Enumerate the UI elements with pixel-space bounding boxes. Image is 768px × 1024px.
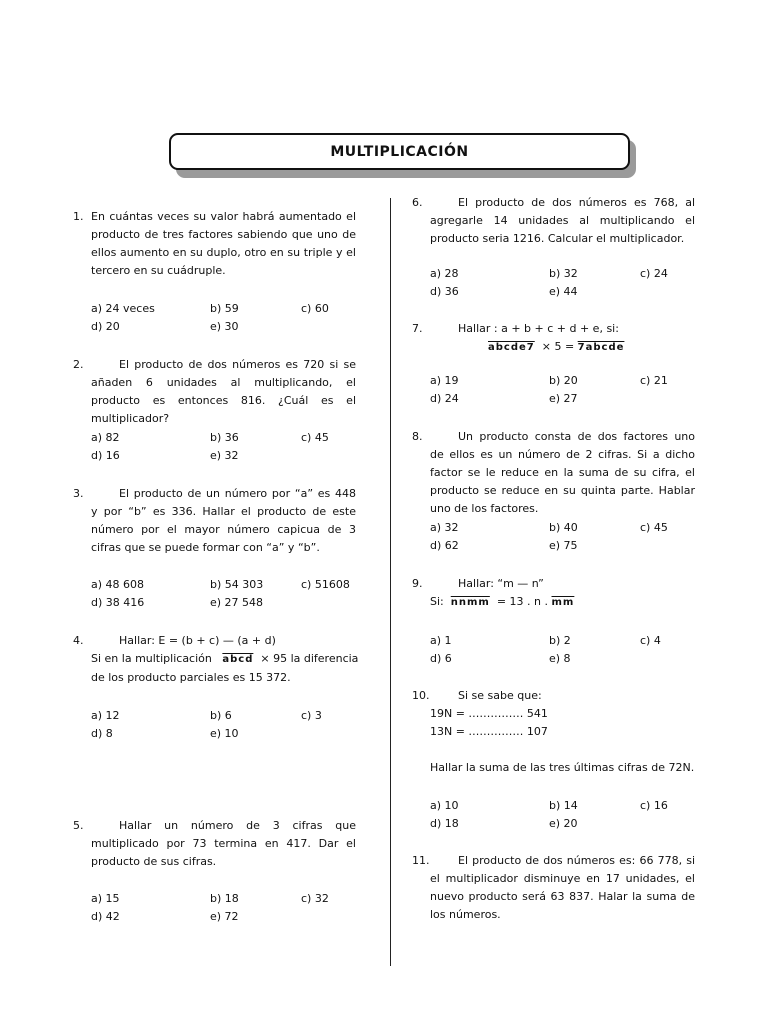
question-3 bbox=[73, 485, 356, 557]
question-line: Si se sabe que: bbox=[458, 689, 542, 702]
option: b) 20 bbox=[549, 374, 578, 387]
overlined-number: 7abcde bbox=[577, 342, 625, 353]
option: b) 18 bbox=[210, 892, 239, 905]
option: a) 82 bbox=[91, 431, 120, 444]
option: b) 59 bbox=[210, 302, 239, 315]
option: b) 6 bbox=[210, 709, 232, 722]
question-3-options bbox=[73, 576, 356, 612]
option: e) 44 bbox=[549, 285, 578, 298]
question-text: El producto de dos números es 768, al agregarle 14 unidades al multiplicando el producto seria 1216. Calcular el multiplicador. bbox=[430, 196, 695, 245]
option: d) 38 416 bbox=[91, 596, 145, 609]
option: c) 32 bbox=[301, 892, 329, 905]
question-number: 6. bbox=[412, 196, 423, 209]
question-2 bbox=[73, 356, 356, 428]
question-5-options bbox=[73, 890, 356, 926]
option: e) 20 bbox=[549, 817, 578, 830]
question-1-options bbox=[73, 300, 356, 336]
option: a) 28 bbox=[430, 267, 459, 280]
option: d) 16 bbox=[91, 449, 120, 462]
equation-mid: = 13 . n . bbox=[496, 595, 548, 608]
option: c) 51608 bbox=[301, 578, 350, 591]
question-7 bbox=[412, 320, 695, 357]
question-11 bbox=[412, 852, 695, 924]
question-line: Hallar la suma de las tres últimas cifras de 72N. bbox=[430, 761, 695, 774]
option: b) 2 bbox=[549, 634, 571, 647]
option: e) 30 bbox=[210, 320, 239, 333]
question-2-options bbox=[73, 429, 356, 465]
option: c) 4 bbox=[640, 634, 661, 647]
question-text: Un producto consta de dos factores uno de ellos es un número de 2 cifras. Si a dicho factor se le reduce en la suma de su cifra, el producto se reduce en su quinta parte. Hablar uno de los factores. bbox=[430, 430, 695, 515]
option: e) 32 bbox=[210, 449, 239, 462]
question-4 bbox=[73, 632, 359, 687]
question-line: Hallar : a + b + c + d + e, si: bbox=[458, 322, 619, 335]
question-text: El producto de dos números es: 66 778, si el multiplicador disminuye en 17 unidades, el nuevo producto será 63 837. Halar la suma de los números. bbox=[430, 854, 695, 921]
option: c) 24 bbox=[640, 267, 668, 280]
question-8 bbox=[412, 428, 695, 518]
option: e) 27 bbox=[549, 392, 578, 405]
si-label: Si: bbox=[430, 595, 444, 608]
option: a) 10 bbox=[430, 799, 459, 812]
question-4-options bbox=[73, 707, 356, 743]
option: a) 19 bbox=[430, 374, 459, 387]
option: d) 6 bbox=[430, 652, 452, 665]
question-text: El producto de dos números es 720 si se añaden 6 unidades al multiplicando, el producto es entonces 816. ¿Cuál es el multiplicador? bbox=[91, 358, 356, 425]
question-9 bbox=[412, 575, 695, 612]
option: d) 36 bbox=[430, 285, 459, 298]
option: d) 18 bbox=[430, 817, 459, 830]
overlined-number: abcde7 bbox=[488, 342, 535, 353]
option: c) 3 bbox=[301, 709, 322, 722]
question-5 bbox=[73, 817, 356, 871]
option: d) 24 bbox=[430, 392, 459, 405]
question-number: 3. bbox=[73, 487, 84, 500]
question-text: El producto de un número por “a” es 448 y por “b” es 336. Hallar el producto de este número por el mayor número capicua de 3 cifras que se puede formar con “a” y “b”. bbox=[91, 487, 356, 554]
option: d) 20 bbox=[91, 320, 120, 333]
question-number: 2. bbox=[73, 358, 84, 371]
question-9-options bbox=[412, 632, 695, 668]
option: c) 60 bbox=[301, 302, 329, 315]
question-7-options bbox=[412, 372, 695, 408]
question-10-options bbox=[412, 797, 695, 833]
option: c) 45 bbox=[640, 521, 668, 534]
option: a) 24 veces bbox=[91, 302, 155, 315]
equation bbox=[430, 593, 695, 612]
option: c) 45 bbox=[301, 431, 329, 444]
option: d) 8 bbox=[91, 727, 113, 740]
equation-mid: × 5 = bbox=[541, 340, 575, 353]
question-number: 10. bbox=[412, 689, 430, 702]
question-number: 11. bbox=[412, 854, 430, 867]
equation bbox=[430, 338, 695, 357]
page-title: MULTIPLICACIÓN bbox=[330, 143, 469, 160]
question-6-options bbox=[412, 265, 695, 301]
option: b) 32 bbox=[549, 267, 578, 280]
line-post: × 95 la diferencia bbox=[260, 652, 359, 665]
question-line: Hallar: “m — n” bbox=[458, 577, 544, 590]
option: e) 72 bbox=[210, 910, 239, 923]
question-line bbox=[91, 650, 359, 669]
question-line: 19N = …………… 541 bbox=[430, 707, 548, 720]
overlined-number: nnmm bbox=[450, 597, 490, 608]
column-divider bbox=[390, 198, 391, 966]
question-number: 8. bbox=[412, 430, 423, 443]
question-line: 13N = …………… 107 bbox=[430, 725, 548, 738]
option: b) 40 bbox=[549, 521, 578, 534]
overlined-number: abcd bbox=[222, 654, 254, 665]
question-number: 5. bbox=[73, 819, 84, 832]
option: a) 32 bbox=[430, 521, 459, 534]
option: e) 8 bbox=[549, 652, 571, 665]
option: d) 42 bbox=[91, 910, 120, 923]
option: b) 14 bbox=[549, 799, 578, 812]
option: a) 12 bbox=[91, 709, 120, 722]
option: a) 1 bbox=[430, 634, 452, 647]
option: e) 27 548 bbox=[210, 596, 264, 609]
question-text: Hallar un número de 3 cifras que multiplicado por 73 termina en 417. Dar el producto de sus cifras. bbox=[91, 819, 356, 868]
option: a) 48 608 bbox=[91, 578, 145, 591]
option: d) 62 bbox=[430, 539, 459, 552]
question-number: 7. bbox=[412, 322, 423, 335]
question-10 bbox=[412, 687, 695, 777]
line-pre: Si en la multiplicación bbox=[91, 652, 212, 665]
option: b) 54 303 bbox=[210, 578, 264, 591]
overlined-number: $\overline{mm}$ bbox=[551, 597, 575, 608]
option: c) 21 bbox=[640, 374, 668, 387]
option: a) 15 bbox=[91, 892, 120, 905]
question-6 bbox=[412, 194, 695, 248]
question-text: En cuántas veces su valor habrá aumentado el producto de tres factores sabiendo que uno de ellos aumento en su duplo, otro en su triple y el tercero en su cuádruple. bbox=[91, 210, 356, 277]
question-number: 1. bbox=[73, 210, 84, 223]
option: e) 75 bbox=[549, 539, 578, 552]
option: e) 10 bbox=[210, 727, 239, 740]
question-number: 4. bbox=[73, 634, 84, 647]
question-line: Hallar: E = (b + c) — (a + d) bbox=[119, 634, 276, 647]
option: c) 16 bbox=[640, 799, 668, 812]
question-number: 9. bbox=[412, 577, 423, 590]
question-line: de los producto parciales es 15 372. bbox=[91, 671, 291, 684]
question-8-options bbox=[412, 519, 695, 555]
option: b) 36 bbox=[210, 431, 239, 444]
title-box bbox=[169, 133, 630, 170]
question-1 bbox=[73, 208, 356, 280]
